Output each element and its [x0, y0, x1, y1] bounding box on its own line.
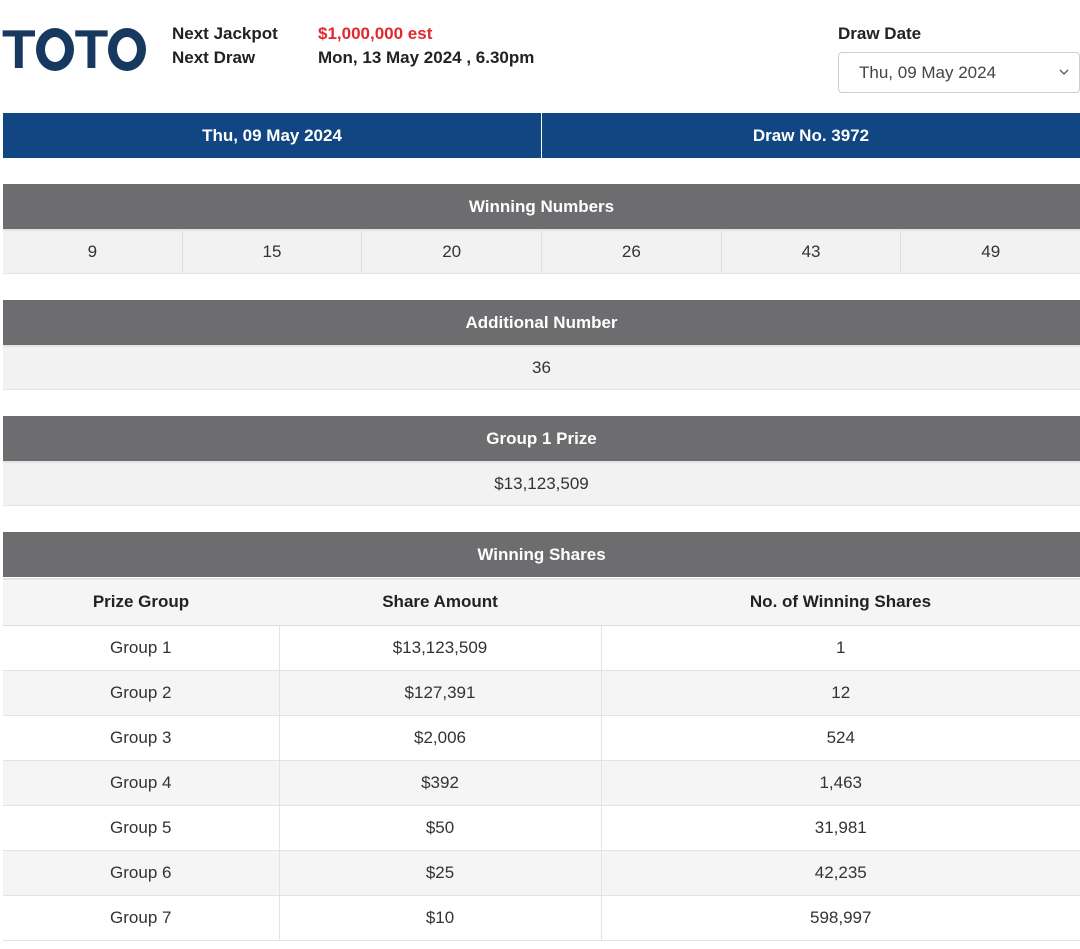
- prize-group-cell: Group 3: [3, 715, 279, 760]
- draw-info-bar: [3, 113, 1080, 158]
- logo-letter-o2: [108, 28, 146, 71]
- logo-letter-t1: T: [2, 18, 35, 80]
- draw-date-selected-value: Thu, 09 May 2024: [859, 62, 997, 82]
- prize-group-cell: Group 7: [3, 895, 279, 940]
- draw-date: Thu, 09 May 2024: [3, 113, 542, 158]
- winning-shares-cell: 598,997: [601, 895, 1080, 940]
- winning-shares-cell: 42,235: [601, 850, 1080, 895]
- winning-shares-cell: 1: [601, 625, 1080, 670]
- group1-prize-amount: $13,123,509: [494, 474, 589, 493]
- winning-shares-cell: 31,981: [601, 805, 1080, 850]
- table-row: [3, 760, 1080, 805]
- winning-number: 15: [183, 231, 363, 273]
- share-amount-cell: $127,391: [279, 670, 601, 715]
- additional-number-row: [3, 345, 1080, 390]
- table-row: [3, 850, 1080, 895]
- group1-prize-header: Group 1 Prize: [3, 416, 1080, 461]
- logo-letter-t2: T: [74, 18, 108, 80]
- winning-number: 43: [722, 231, 902, 273]
- share-amount-cell: $10: [279, 895, 601, 940]
- share-amount-cell: $392: [279, 760, 601, 805]
- share-amount-cell: $2,006: [279, 715, 601, 760]
- share-amount-cell: $13,123,509: [279, 625, 601, 670]
- column-header-winning-shares: No. of Winning Shares: [601, 579, 1080, 625]
- next-draw-label: Next Draw: [172, 48, 256, 67]
- chevron-down-icon: [1057, 65, 1071, 79]
- share-amount-cell: $50: [279, 805, 601, 850]
- winning-numbers-header: Winning Numbers: [3, 184, 1080, 229]
- table-row: [3, 670, 1080, 715]
- logo-letter-o1: [36, 28, 74, 71]
- toto-logo[interactable]: [2, 18, 147, 80]
- winning-shares-header: Winning Shares: [3, 532, 1080, 577]
- winning-shares-table: [3, 578, 1080, 941]
- draw-number: Draw No. 3972: [752, 125, 870, 145]
- table-header-row: [3, 579, 1080, 625]
- draw-date-select[interactable]: [838, 52, 1080, 93]
- share-amount-cell: $25: [279, 850, 601, 895]
- column-header-prize-group: Prize Group: [3, 579, 279, 625]
- page-header: [0, 0, 1080, 110]
- table-row: [3, 895, 1080, 940]
- table-row: [3, 805, 1080, 850]
- winning-number: 20: [362, 231, 542, 273]
- winning-number: 9: [3, 231, 183, 273]
- winning-number: 26: [542, 231, 722, 273]
- winning-shares-cell: 524: [601, 715, 1080, 760]
- additional-number-header: Additional Number: [3, 300, 1080, 345]
- prize-group-cell: Group 4: [3, 760, 279, 805]
- table-row: [3, 625, 1080, 670]
- winning-shares-cell: 1,463: [601, 760, 1080, 805]
- winning-numbers-row: [3, 229, 1080, 274]
- group1-prize-row: [3, 461, 1080, 506]
- draw-date-label: Draw Date: [838, 24, 922, 43]
- table-row: [3, 715, 1080, 760]
- next-jackpot-value: $1,000,000 est: [318, 24, 433, 43]
- column-header-share-amount: Share Amount: [279, 579, 601, 625]
- winning-shares-cell: 12: [601, 670, 1080, 715]
- next-jackpot-label: Next Jackpot: [172, 24, 278, 43]
- additional-number: 36: [532, 358, 551, 377]
- prize-group-cell: Group 6: [3, 850, 279, 895]
- next-draw-value: Mon, 13 May 2024 , 6.30pm: [318, 48, 535, 67]
- prize-group-cell: Group 5: [3, 805, 279, 850]
- winning-number: 49: [981, 242, 1001, 261]
- prize-group-cell: Group 2: [3, 670, 279, 715]
- prize-group-cell: Group 1: [3, 625, 279, 670]
